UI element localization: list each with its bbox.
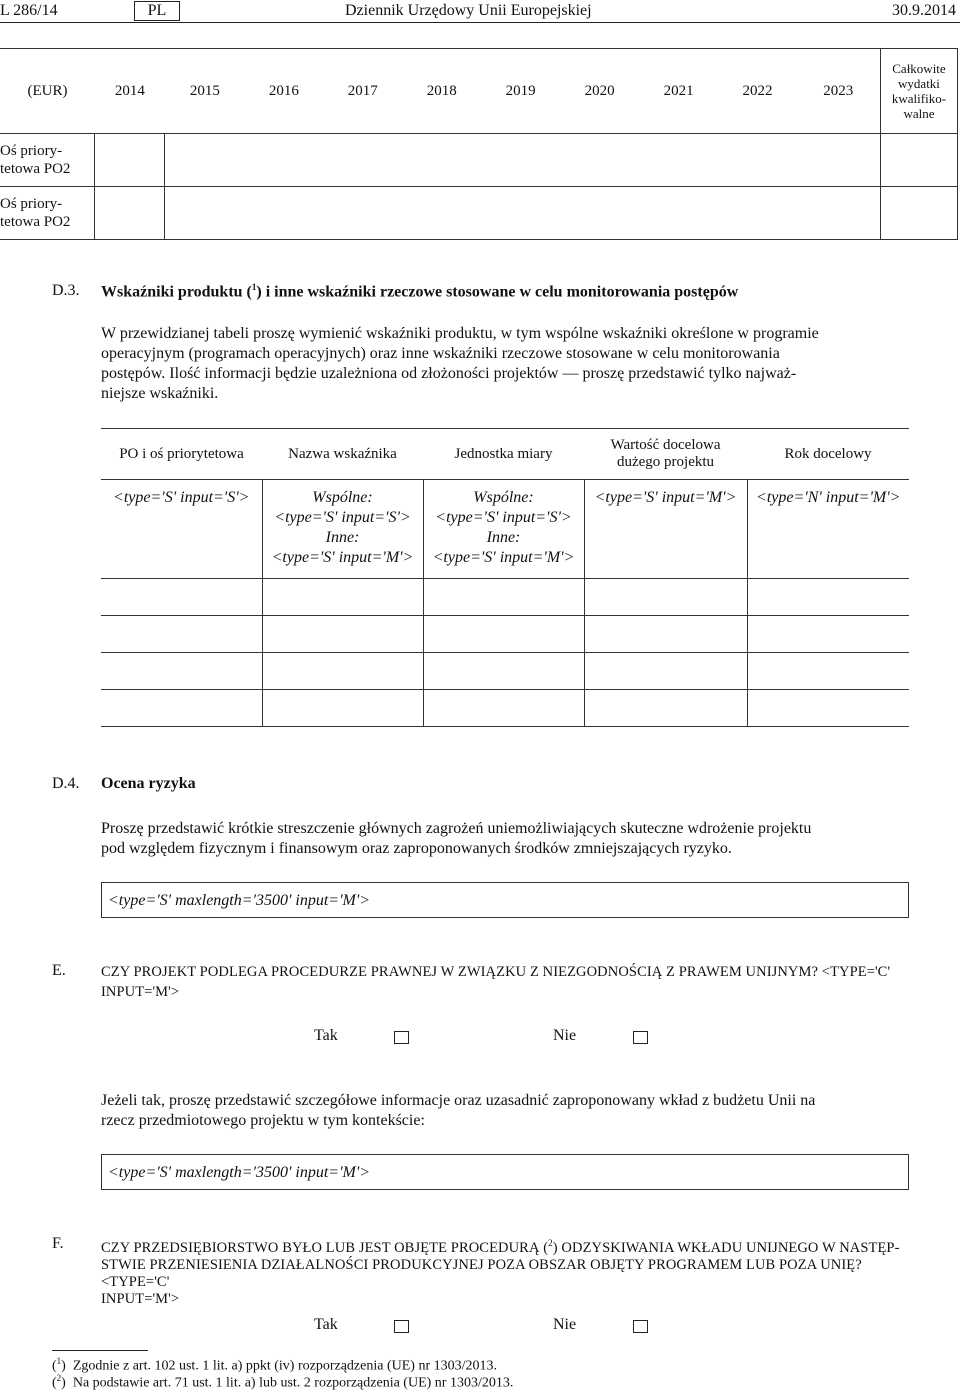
footnote: ($^2$) Na podstawie art. 71 ust. 1 lit. a) lub ust. 2 rozporządzenia (UE) nr 1303/2013. [52, 1373, 514, 1391]
table-cell[interactable] [95, 134, 165, 187]
table-cell[interactable] [101, 690, 262, 727]
procedure-details-field[interactable]: <type='S' maxlength='3500' input='M'> [101, 1154, 909, 1190]
table-cell[interactable] [262, 616, 423, 653]
column-header: Wartość docelowa dużego projektu [584, 429, 747, 480]
table-cell[interactable] [747, 579, 909, 616]
journal-title: Dziennik Urzędowy Unii Europejskiej [345, 2, 592, 19]
column-header: Rok docelowy [747, 429, 909, 480]
footnote-rule [52, 1350, 148, 1351]
table-cell[interactable] [797, 187, 881, 240]
table-cell[interactable] [584, 579, 747, 616]
table-cell[interactable] [797, 134, 881, 187]
section-question: CZY PRZEDSIĘBIORSTWO BYŁO LUB JEST OBJĘTE PROCEDURĄ ($^2$) ODZYSKIWANIA WKŁADU UNIJNEGO W NASTĘP- STWIE PRZENIESIENIA DZIAŁALNOŚCI PRODUKCYJNEJ POZA OBSZAR OBJĘTY PROGRAMEM LUB POZA UNIĘ? <TYPE='C' INPUT='M'> [101, 1238, 900, 1307]
year-header: 2021 [639, 49, 719, 134]
footnote: ($^1$) Zgodnie z art. 102 ust. 1 lit. a) ppkt (iv) rozporządzenia (UE) nr 1303/2013. [52, 1356, 497, 1374]
table-cell[interactable] [584, 690, 747, 727]
row-label: Oś priory- tetowa PO2 [0, 134, 95, 187]
indicators-table [101, 428, 909, 727]
table-cell[interactable] [423, 579, 584, 616]
table-cell[interactable] [747, 616, 909, 653]
table-cell[interactable] [323, 187, 403, 240]
section-question: CZY PROJEKT PODLEGA PROCEDURZE PRAWNEJ W ZWIĄZKU Z NIEZGODNOŚCIĄ Z PRAWEM UNIJNYM? <TYPE='C' INPUT='M'> [101, 964, 891, 1000]
year-header: 2018 [403, 49, 481, 134]
table-header-row [0, 49, 958, 134]
unit-field[interactable]: Wspólne: <type='S' input='S'> Inne: <type='S' input='M'> [423, 480, 584, 579]
year-header: 2023 [797, 49, 881, 134]
table-cell[interactable] [245, 187, 323, 240]
table-cell[interactable] [481, 134, 561, 187]
table-cell[interactable] [95, 187, 165, 240]
section-description: W przewidzianej tabeli proszę wymienić wskaźniki produktu, w tym wspólne wskaźniki określone w programie operacyjnym (programach operacyjnych) oraz inne wskaźniki rzeczowe stosowane w celu monitorowania postępów. Ilość informacji będzie uzależniona od złożoności projektów — proszę przedstawić tylko najważ- niejsze wskaźniki. [101, 325, 819, 402]
section-description: Proszę przedstawić krótkie streszczenie głównych zagrożeń uniemożliwiających skuteczne wdrożenie projektu pod względem fizycznym i finansowym oraz zaproponowanych środków zmniejszających ryzyko. [101, 820, 812, 857]
table-cell[interactable] [561, 134, 639, 187]
column-header: PO i oś priorytetowa [101, 429, 262, 480]
section-number: D.4. [52, 775, 80, 792]
section-number: E. [52, 962, 66, 979]
table-cell[interactable] [262, 690, 423, 727]
table-row [101, 690, 909, 727]
table-cell[interactable] [101, 579, 262, 616]
table-row [101, 616, 909, 653]
table-cell[interactable] [584, 653, 747, 690]
table-cell[interactable] [639, 134, 719, 187]
total-eligible-header: Całkowite wydatki kwalifiko- walne [880, 49, 957, 134]
table-row [101, 480, 909, 579]
table-row [101, 579, 909, 616]
column-header: Jednostka miary [423, 429, 584, 480]
table-row [0, 134, 958, 187]
table-cell[interactable] [747, 690, 909, 727]
section-number: D.3. [52, 282, 80, 299]
table-row [0, 187, 958, 240]
section-description: Jeżeli tak, proszę przedstawić szczegółowe informacje oraz uzasadnić zaproponowany wkład z budżetu Unii na rzecz przedmiotowego projektu w tym kontekście: [101, 1092, 816, 1129]
table-cell[interactable] [481, 187, 561, 240]
table-cell[interactable] [165, 134, 245, 187]
yes-label: Tak [314, 1027, 338, 1044]
column-header: Nazwa wskaźnika [262, 429, 423, 480]
section-number: F. [52, 1235, 64, 1252]
section-title: Ocena ryzyka [101, 775, 196, 792]
indicator-name-field[interactable]: Wspólne: <type='S' input='S'> Inne: <type='S' input='M'> [262, 480, 423, 579]
table-cell[interactable] [719, 134, 797, 187]
table-cell[interactable] [262, 579, 423, 616]
year-header: 2014 [95, 49, 165, 134]
table-cell[interactable] [403, 187, 481, 240]
yes-checkbox[interactable] [394, 1031, 409, 1044]
table-cell[interactable] [101, 616, 262, 653]
table-cell[interactable] [245, 134, 323, 187]
year-header: 2017 [323, 49, 403, 134]
table-cell[interactable] [165, 187, 245, 240]
no-checkbox[interactable] [633, 1031, 648, 1044]
publication-date: 30.9.2014 [892, 2, 956, 19]
language-code: PL [134, 1, 180, 21]
year-header: 2019 [481, 49, 561, 134]
expenditure-years-table [0, 48, 958, 240]
year-header: 2020 [561, 49, 639, 134]
table-cell[interactable] [403, 134, 481, 187]
row-label: Oś priory- tetowa PO2 [0, 187, 95, 240]
table-cell[interactable] [423, 616, 584, 653]
currency-header: (EUR) [0, 49, 95, 134]
target-year-field[interactable]: <type='N' input='M'> [747, 480, 909, 579]
table-cell[interactable] [423, 653, 584, 690]
table-row [101, 653, 909, 690]
risk-assessment-field[interactable]: <type='S' maxlength='3500' input='M'> [101, 882, 909, 918]
yes-label: Tak [314, 1316, 338, 1333]
table-cell[interactable] [584, 616, 747, 653]
year-header: 2016 [245, 49, 323, 134]
table-cell[interactable] [101, 653, 262, 690]
table-cell[interactable] [323, 134, 403, 187]
table-cell[interactable] [747, 653, 909, 690]
year-header: 2015 [165, 49, 245, 134]
table-cell[interactable] [719, 187, 797, 240]
table-cell[interactable] [423, 690, 584, 727]
page-reference: L 286/14 [0, 2, 58, 19]
table-cell[interactable] [262, 653, 423, 690]
no-label: Nie [553, 1316, 577, 1333]
no-checkbox[interactable] [633, 1320, 648, 1333]
target-value-field[interactable]: <type='S' input='M'> [584, 480, 747, 579]
table-cell[interactable] [880, 134, 957, 187]
table-cell[interactable] [880, 187, 957, 240]
table-cell[interactable] [561, 187, 639, 240]
section-title: Wskaźniki produktu ($^1$) i inne wskaźniki rzeczowe stosowane w celu monitorowania postępów [101, 282, 739, 301]
no-label: Nie [553, 1027, 577, 1044]
header-rule [0, 22, 960, 23]
table-cell[interactable] [639, 187, 719, 240]
yes-checkbox[interactable] [394, 1320, 409, 1333]
table-header-row [101, 429, 909, 480]
year-header: 2022 [719, 49, 797, 134]
po-axis-field[interactable]: <type='S' input='S'> [101, 480, 262, 579]
